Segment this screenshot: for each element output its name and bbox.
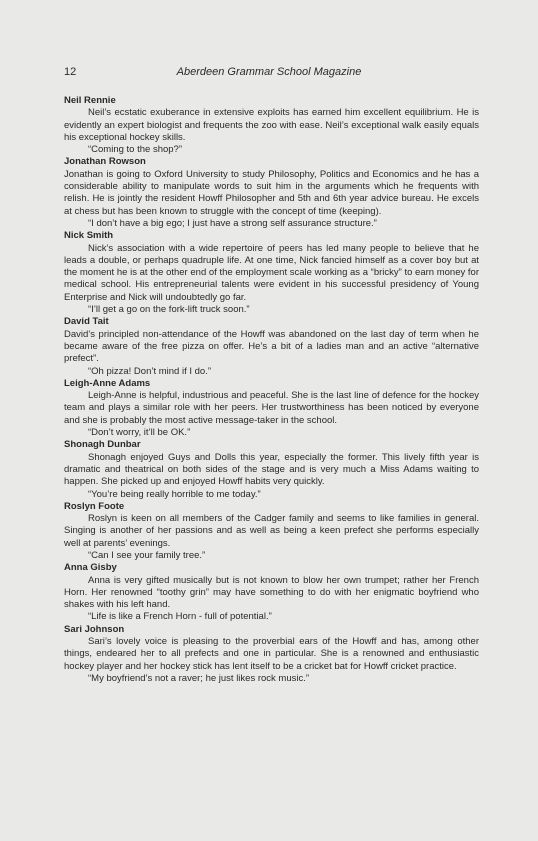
page-header <box>64 66 474 80</box>
profile-entry <box>64 501 479 562</box>
profile-text: David’s principled non-attendance of the Howff was abandoned on the last day of term when he became aware of the free pizza on offer. He’s a bit of a ladies man and an active “alternative prefect”. <box>64 328 479 365</box>
profile-text: Neil’s ecstatic exuberance in extensive exploits has earned him excellent equilibrium. He is evidently an expert biologist and frequents the zoo with ease. Neil’s exceptional walk easily equals his exceptional hockey skills. <box>64 107 479 143</box>
profile-entry <box>64 230 479 316</box>
profile-quote: “I’ll get a go on the fork-lift truck soon.” <box>88 304 250 316</box>
profile-entry <box>64 562 479 623</box>
profile-name: Neil Rennie <box>64 95 116 106</box>
profile-name: David Tait <box>64 316 109 328</box>
profile-name: Anna Gisby <box>64 562 117 574</box>
profile-name: Sari Johnson <box>64 623 125 635</box>
profile-entry <box>64 95 479 156</box>
profile-name: Leigh-Anne Adams <box>64 377 151 389</box>
profile-quote: “I don’t have a big ego; I just have a strong self assurance structure.” <box>88 217 377 229</box>
profile-entry <box>64 156 479 230</box>
profile-entry <box>64 378 479 439</box>
profile-text: Jonathan is going to Oxford University to study Philosophy, Politics and Economics and he has a considerable ability to manipulate words to suit him in the arguments which he frequents with relish. He is jointly the resident Howff Philosopher and 5th and 6th year advice bureau. He excels at chess but has been known to struggle with the concept of time (keeping). <box>64 168 479 217</box>
profile-text: Sari’s lovely voice is pleasing to the proverbial ears of the Howff and has, among other things, endeared her to all prefects and one in particular. She is a renowned and enthusiastic hockey player and her hockey stick has lent itself to be a cricket bat for Howff cricket practice. <box>64 636 479 672</box>
profile-quote: “My boyfriend’s not a raver; he just likes rock music.” <box>88 672 310 684</box>
profile-name: Jonathan Rowson <box>64 156 146 168</box>
running-head: Aberdeen Grammar School Magazine <box>176 66 362 78</box>
profile-name: Shonagh Dunbar <box>64 439 141 451</box>
profile-quote: “Life is like a French Horn - full of potential.” <box>88 611 272 623</box>
profile-entry <box>64 439 479 500</box>
profile-text: Shonagh enjoyed Guys and Dolls this year, especially the former. This lively fifth year is dramatic and theatrical on both sides of the stage and is very much a Miss Adams waiting to happen. She picked up and enjoyed Howff habits very quickly. <box>64 451 479 488</box>
profiles-column <box>64 95 479 685</box>
profile-text: Leigh-Anne is helpful, industrious and peaceful. She is the last line of defence for the hockey team and plays a similar role with her peers. Her trustworthiness has been noticed by everyone and she is probably the most active message-taker in the school. <box>64 390 479 426</box>
profile-entry <box>64 624 479 685</box>
profile-text: Nick’s association with a wide repertoire of peers has led many people to believe that he leads a double, or perhaps quadruple life. At one time, Nick fancied himself as a cover boy but at the moment he is at the other end of the employment scale working as a “bricky” to earn money for medical school. His entrepreneurial talents were evident in his successful presidency of Young Enterprise and Nick will undoubtedly go far. <box>64 242 479 303</box>
profile-quote: “You’re being really horrible to me today.” <box>88 488 261 500</box>
page-number: 12 <box>64 66 77 78</box>
profile-quote: “Oh pizza! Don’t mind if I do.” <box>88 365 212 377</box>
profile-quote: “Can I see your family tree.” <box>88 549 206 561</box>
profile-quote: “Don’t worry, it’ll be OK.” <box>88 427 191 439</box>
profile-text: Roslyn is keen on all members of the Cadger family and seems to like families in general. Singing is another of her passions and as well as being a keen prefect she performs especially well at parents’ evenings. <box>64 513 479 549</box>
profile-entry <box>64 316 479 377</box>
profile-text: Anna is very gifted musically but is not known to blow her own trumpet; rather her French Horn. Her renowned “toothy grin” may have something to do with her enigmatic boyfriend who shakes with his left hand. <box>64 574 479 611</box>
profile-quote: “Coming to the shop?” <box>88 144 182 156</box>
profile-name: Nick Smith <box>64 230 114 242</box>
profile-name: Roslyn Foote <box>64 500 125 512</box>
